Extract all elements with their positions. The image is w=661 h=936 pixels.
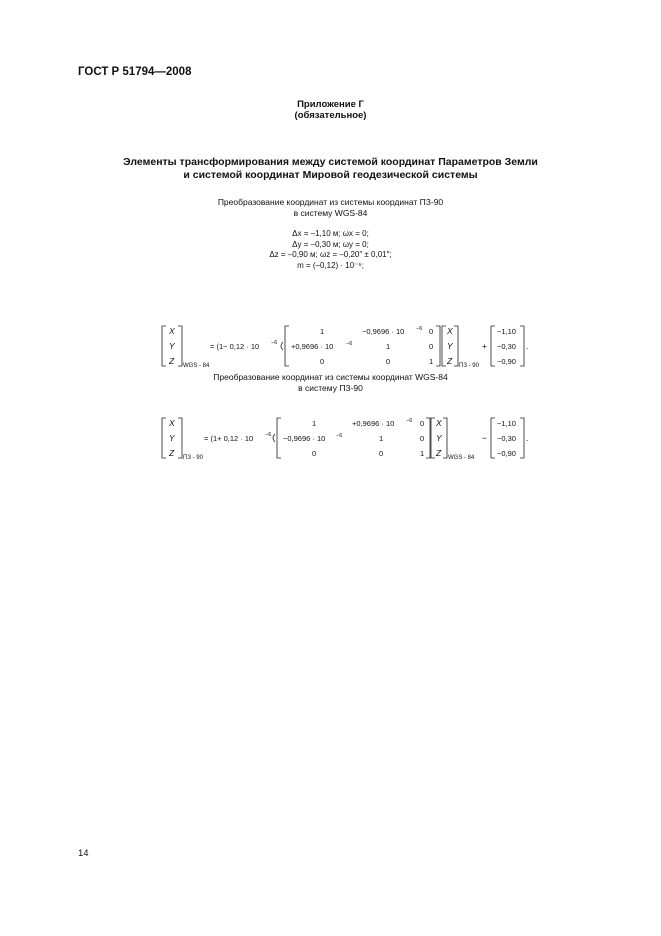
- scale-factor: = (1− 0,12 · 10: [210, 342, 260, 351]
- transform1-heading-line-1: Преобразование координат из системы координат ПЗ-90: [217, 197, 444, 207]
- matrix-r1c2: −0,9696 · 10: [362, 327, 405, 336]
- matrix-r2-exponent: −6: [346, 341, 353, 347]
- lhs-y: Y: [169, 433, 175, 443]
- matrix-r1c3: 0: [429, 327, 434, 336]
- rhs-x: X: [447, 326, 453, 336]
- matrix-r2c3: 0: [420, 434, 425, 443]
- rhs-y: Y: [436, 433, 442, 443]
- lhs-subscript: ПЗ - 90: [183, 455, 203, 461]
- parameter-line-dy: Δy = –0,30 м; ωy = 0;: [292, 239, 369, 249]
- matrix-r3c1: 0: [320, 357, 325, 366]
- transform1-heading-line-2: в систему WGS-84: [293, 207, 368, 218]
- lhs-y: Y: [169, 341, 175, 351]
- formula-period: .: [526, 433, 529, 443]
- transform2-heading: [0, 372, 661, 393]
- section-title-line-2: и системой координат Мировой геодезической системы: [183, 169, 478, 181]
- section-title-line-1: Элементы трансформирования между системой координат Параметров Земли: [123, 156, 538, 168]
- matrix-r2c2: 1: [386, 342, 391, 351]
- matrix-r1c1: 1: [312, 419, 317, 428]
- matrix-r2c1: −0,9696 · 10: [283, 434, 326, 443]
- lhs-x: X: [169, 418, 175, 428]
- formula-period: .: [526, 341, 529, 351]
- annex-note: (обязательное): [294, 110, 367, 121]
- scale-factor: = (1+ 0,12 · 10: [204, 434, 254, 443]
- transformation-parameters: [0, 229, 661, 271]
- matrix-r2c2: 1: [379, 434, 384, 443]
- shift-z: −0,90: [497, 357, 516, 366]
- rhs-y: Y: [447, 341, 453, 351]
- rhs-z: Z: [447, 356, 453, 366]
- lhs-x: X: [169, 326, 175, 336]
- scale-exponent: −6: [271, 340, 278, 346]
- formula-wgs84-to-pz90: [150, 414, 540, 462]
- matrix-r2-exponent: −6: [336, 433, 343, 439]
- rhs-x: X: [436, 418, 442, 428]
- parameter-line-dz: Δz = –0,90 м; ωz = –0,20″ ± 0,01″;: [269, 250, 392, 259]
- matrix-r1-exponent: −6: [416, 326, 423, 332]
- transform2-heading-line-1: Преобразование координат из системы координат WGS-84: [213, 372, 448, 382]
- parameter-line-dx: Δx = –1,10 м; ωx = 0;: [292, 229, 369, 238]
- shift-z: −0,90: [497, 449, 516, 458]
- matrix-r2c1: +0,9696 · 10: [291, 342, 334, 351]
- matrix-r3c2: 0: [386, 357, 391, 366]
- page-number: 14: [78, 848, 89, 859]
- lhs-z: Z: [169, 448, 175, 458]
- document-code: ГОСТ Р 51794—2008: [78, 66, 192, 78]
- shift-operator: +: [482, 341, 487, 351]
- matrix-r3c1: 0: [312, 449, 317, 458]
- lhs-subscript: WGS - 84: [183, 363, 210, 369]
- matrix-r1c2: +0,9696 · 10: [352, 419, 395, 428]
- rhs-z: Z: [436, 448, 442, 458]
- rhs-subscript: WGS - 84: [448, 455, 475, 461]
- shift-operator: −: [482, 433, 487, 443]
- lhs-z: Z: [169, 356, 175, 366]
- matrix-r3c3: 1: [429, 357, 434, 366]
- matrix-r1c3: 0: [420, 419, 425, 428]
- shift-x: −1,10: [497, 419, 516, 428]
- annex-title: Приложение Г: [297, 99, 364, 110]
- shift-y: −0,30: [497, 342, 516, 351]
- transform1-heading: [0, 197, 661, 218]
- shift-y: −0,30: [497, 434, 516, 443]
- matrix-r3c2: 0: [379, 449, 384, 458]
- annex-heading: [0, 99, 661, 121]
- matrix-r1-exponent: −6: [406, 418, 413, 424]
- matrix-r2c3: 0: [429, 342, 434, 351]
- matrix-r1c1: 1: [320, 327, 325, 336]
- formula-pz90-to-wgs84: [150, 322, 540, 370]
- transform2-heading-line-2: в систему ПЗ-90: [298, 382, 363, 393]
- matrix-r3c3: 1: [420, 449, 425, 458]
- scale-exponent: −6: [265, 432, 272, 438]
- section-title: [60, 156, 601, 182]
- shift-x: −1,10: [497, 327, 516, 336]
- rhs-subscript: ПЗ - 90: [459, 363, 479, 369]
- parameter-line-m: m = (–0,12) · 10⁻⁶;: [297, 260, 364, 270]
